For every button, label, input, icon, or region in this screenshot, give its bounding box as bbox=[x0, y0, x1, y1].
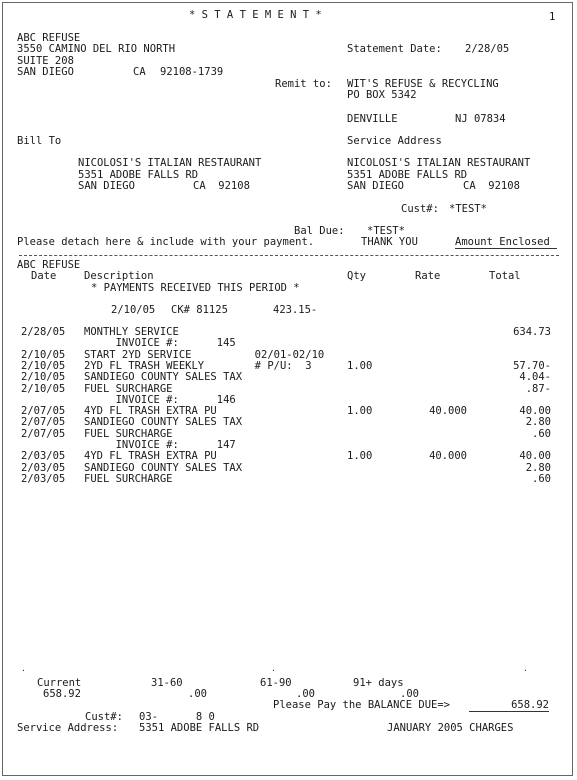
statement-title: * S T A T E M E N T * bbox=[189, 9, 322, 21]
detach-line bbox=[19, 255, 559, 256]
bal-due-label: Bal Due: bbox=[294, 225, 345, 237]
aging-61-90-value: .00 bbox=[296, 688, 315, 700]
line-date: 2/28/05 bbox=[21, 326, 66, 338]
company-address1: 3550 CAMINO DEL RIO NORTH bbox=[17, 43, 176, 55]
balance-due-text: Please Pay the BALANCE DUE=> bbox=[273, 699, 451, 711]
tick-mark: . bbox=[271, 664, 276, 673]
line-rate: 40.000 bbox=[429, 450, 467, 462]
column-date: Date bbox=[31, 270, 57, 282]
payments-header: * PAYMENTS RECEIVED THIS PERIOD * bbox=[91, 282, 300, 294]
service-name: NICOLOSI'S ITALIAN RESTAURANT bbox=[347, 157, 531, 169]
line-description: MONTHLY SERVICE bbox=[84, 326, 179, 338]
column-total: Total bbox=[489, 270, 521, 282]
line-total: 57.70- bbox=[513, 360, 551, 372]
statement-page bbox=[2, 2, 573, 776]
line-description: INVOICE #: 145 bbox=[84, 337, 236, 349]
detach-instruction: Please detach here & include with your payment. bbox=[17, 236, 315, 248]
line-qty: 1.00 bbox=[347, 405, 373, 417]
column-description: Description bbox=[84, 270, 154, 282]
remit-po: PO BOX 5342 bbox=[347, 89, 417, 101]
line-total: 40.00 bbox=[519, 405, 551, 417]
footer-service-value: 5351 ADOBE FALLS RD bbox=[139, 722, 260, 734]
line-total: .60 bbox=[532, 428, 551, 440]
footer-cust-value: 03- 8 0 bbox=[139, 711, 215, 723]
bill-to-street: 5351 ADOBE FALLS RD bbox=[78, 169, 199, 181]
payment-ref: CK# 81125 bbox=[171, 304, 228, 316]
line-description: START 2YD SERVICE 02/01-02/10 bbox=[84, 349, 325, 361]
cust-label: Cust#: bbox=[401, 203, 439, 215]
amount-enclosed-field[interactable]: Amount Enclosed bbox=[455, 236, 557, 249]
service-street: 5351 ADOBE FALLS RD bbox=[347, 169, 468, 181]
line-total: 2.80 bbox=[525, 416, 551, 428]
aging-current-label: Current bbox=[37, 677, 82, 689]
payment-amount: 423.15- bbox=[273, 304, 318, 316]
bill-to-name: NICOLOSI'S ITALIAN RESTAURANT bbox=[78, 157, 262, 169]
thank-you: THANK YOU bbox=[361, 236, 418, 248]
line-rate: 40.000 bbox=[429, 405, 467, 417]
company-state: CA bbox=[133, 66, 146, 78]
bill-to-label: Bill To bbox=[17, 135, 62, 147]
statement-date-label: Statement Date: bbox=[347, 43, 442, 55]
cust-value: *TEST* bbox=[449, 203, 487, 215]
line-date: 2/10/05 bbox=[21, 360, 66, 372]
service-address-label: Service Address bbox=[347, 135, 442, 147]
line-total: 2.80 bbox=[525, 462, 551, 474]
line-total: 4.04- bbox=[519, 371, 551, 383]
aging-61-90-label: 61-90 bbox=[260, 677, 292, 689]
aging-91-label: 91+ days bbox=[353, 677, 404, 689]
footer-cust-label: Cust#: bbox=[85, 711, 123, 723]
line-description: SANDIEGO COUNTY SALES TAX bbox=[84, 416, 243, 428]
line-date: 2/07/05 bbox=[21, 416, 66, 428]
line-description: FUEL SURCHARGE bbox=[84, 428, 173, 440]
statement-date: 2/28/05 bbox=[465, 43, 510, 55]
bill-to-state-zip: CA 92108 bbox=[193, 180, 250, 192]
service-city: SAN DIEGO bbox=[347, 180, 404, 192]
line-total: 40.00 bbox=[519, 450, 551, 462]
line-description: SANDIEGO COUNTY SALES TAX bbox=[84, 371, 243, 383]
line-date: 2/03/05 bbox=[21, 450, 66, 462]
line-qty: 1.00 bbox=[347, 360, 373, 372]
remit-label: Remit to: bbox=[275, 78, 332, 90]
page-number: 1 bbox=[549, 11, 556, 23]
aging-current-value: 658.92 bbox=[43, 688, 81, 700]
line-description: 4YD FL TRASH EXTRA PU bbox=[84, 450, 217, 462]
line-description: SANDIEGO COUNTY SALES TAX bbox=[84, 462, 243, 474]
line-description: INVOICE #: 146 bbox=[84, 394, 236, 406]
remit-city: DENVILLE bbox=[347, 113, 398, 125]
line-date: 2/03/05 bbox=[21, 473, 66, 485]
service-state-zip: CA 92108 bbox=[463, 180, 520, 192]
aging-31-60-label: 31-60 bbox=[151, 677, 183, 689]
remit-state-zip: NJ 07834 bbox=[455, 113, 506, 125]
bal-due-value: *TEST* bbox=[367, 225, 405, 237]
payment-date: 2/10/05 bbox=[111, 304, 156, 316]
line-total: .60 bbox=[532, 473, 551, 485]
tick-mark: . bbox=[21, 664, 26, 673]
footer-charges: JANUARY 2005 CHARGES bbox=[387, 722, 514, 734]
line-total: .87- bbox=[525, 383, 551, 395]
company-zip: 92108-1739 bbox=[160, 66, 224, 78]
company-name: ABC REFUSE bbox=[17, 32, 81, 44]
line-date: 2/07/05 bbox=[21, 428, 66, 440]
line-qty: 1.00 bbox=[347, 450, 373, 462]
footer-service-label: Service Address: bbox=[17, 722, 119, 734]
line-description: FUEL SURCHARGE bbox=[84, 383, 173, 395]
aging-31-60-value: .00 bbox=[188, 688, 207, 700]
line-date: 2/10/05 bbox=[21, 383, 66, 395]
line-description: INVOICE #: 147 bbox=[84, 439, 236, 451]
column-qty: Qty bbox=[347, 270, 366, 282]
line-date: 2/10/05 bbox=[21, 349, 66, 361]
remit-name: WIT'S REFUSE & RECYCLING bbox=[347, 78, 499, 90]
line-date: 2/07/05 bbox=[21, 405, 66, 417]
balance-due-amount: 658.92 bbox=[469, 699, 549, 712]
company-address2: SUITE 208 bbox=[17, 55, 74, 67]
line-date: 2/03/05 bbox=[21, 462, 66, 474]
line-description: FUEL SURCHARGE bbox=[84, 473, 173, 485]
column-rate: Rate bbox=[415, 270, 441, 282]
aging-91-value: .00 bbox=[400, 688, 419, 700]
line-total: 634.73 bbox=[513, 326, 551, 338]
line-date: 2/10/05 bbox=[21, 371, 66, 383]
stub-company: ABC REFUSE bbox=[17, 259, 81, 271]
bill-to-city: SAN DIEGO bbox=[78, 180, 135, 192]
line-description: 2YD FL TRASH WEEKLY # P/U: 3 bbox=[84, 360, 312, 372]
line-description: 4YD FL TRASH EXTRA PU bbox=[84, 405, 217, 417]
company-city: SAN DIEGO bbox=[17, 66, 74, 78]
tick-mark: . bbox=[523, 664, 528, 673]
